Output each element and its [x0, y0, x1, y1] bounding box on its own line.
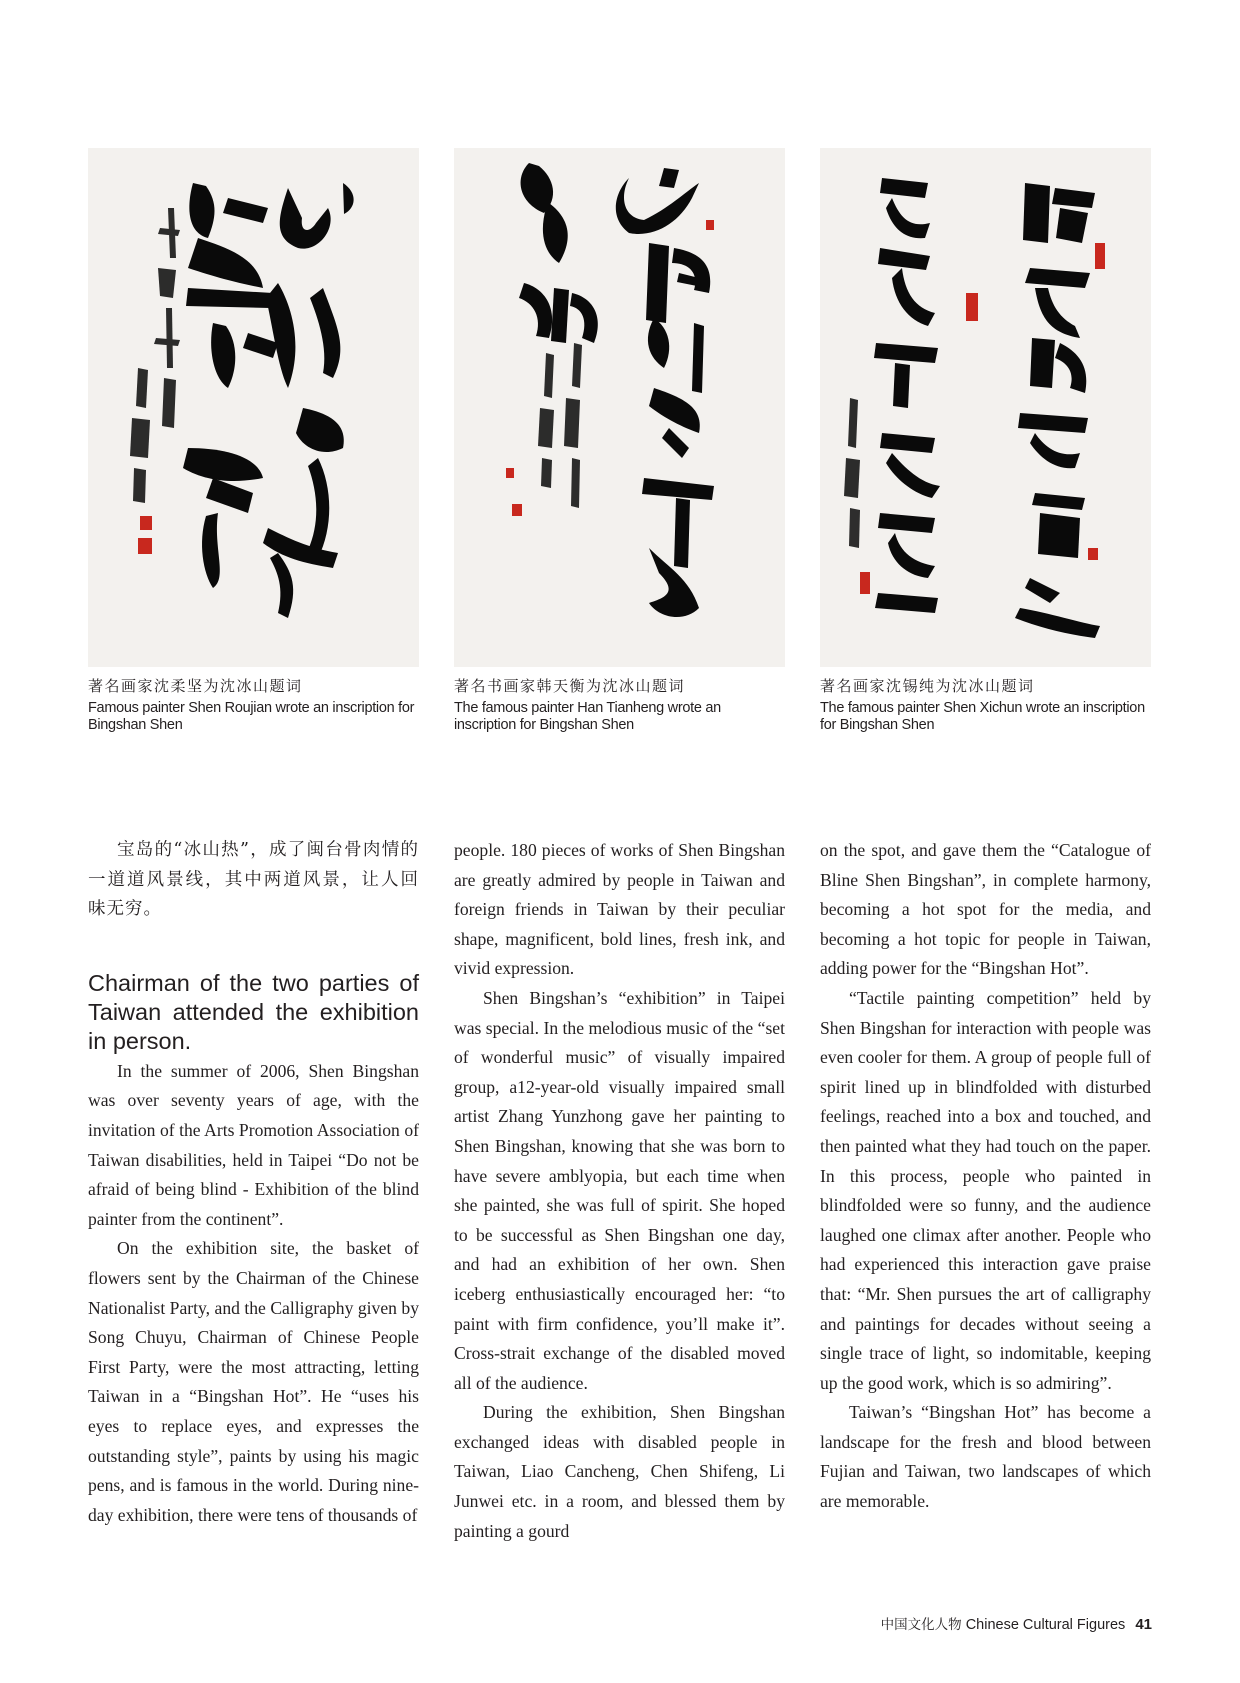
caption-english: The famous painter Han Tianheng wrote an inscription for Bingshan Shen	[454, 700, 721, 733]
paragraph: people. 180 pieces of works of Shen Bingshan are greatly admired by people in Taiwan and foreign friends in Taiwan by their peculiar shape, magnificent, bold lines, fresh ink, and vivid expression.	[454, 840, 785, 979]
intro-chinese: 宝岛的“冰山热”，成了闽台骨肉情的一道道风景线，其中两道风景，让人回味无穷。	[88, 840, 419, 920]
calligraphy-artwork-1	[88, 148, 419, 667]
calligraphy-image-1	[88, 148, 419, 667]
magazine-name-en: Chinese Cultural Figures	[965, 1617, 1126, 1633]
magazine-name-cn: 中国文化人物	[880, 1617, 962, 1633]
calligraphy-artwork-2	[454, 148, 785, 667]
calligraphy-artwork-3	[820, 148, 1151, 667]
paragraph: On the exhibition site, the basket of flowers sent by the Chairman of the Chinese Nationalist Party, and the Calligraphy given by Song Chuyu, Chairman of Chinese People First Party, were the most attracting, letting Taiwan in a “Bingshan Hot”. He “uses his eyes to replace eyes, and expresses the outstanding style”, paints by using his magic pens, and is famous in the world. During nine-day exhibition, there were tens of thousands of	[88, 1238, 419, 1525]
caption-english: The famous painter Shen Xichun wrote an inscription for Bingshan Shen	[820, 700, 1145, 733]
article-column-2	[454, 836, 785, 1546]
figure-shen-xichun	[820, 148, 1151, 734]
page-number: 41	[1135, 1616, 1152, 1633]
figure-shen-roujian	[88, 148, 419, 734]
article-column-3	[820, 836, 1151, 1517]
figure-han-tianheng	[454, 148, 785, 734]
paragraph: on the spot, and gave them the “Catalogue of Bline Shen Bingshan”, in complete harmony, becoming a hot spot for the media, and becoming a hot topic for people in Taiwan, adding power for the “Bingshan Hot”.	[820, 840, 1151, 979]
caption-chinese: 著名书画家韩天衡为沈冰山题词	[454, 677, 686, 695]
paragraph: Taiwan’s “Bingshan Hot” has become a landscape for the fresh and blood between Fujian and Taiwan, two landscapes of which are memorable.	[820, 1402, 1151, 1512]
caption-english: Famous painter Shen Roujian wrote an inscription for Bingshan Shen	[88, 700, 415, 733]
paragraph: During the exhibition, Shen Bingshan exchanged ideas with disabled people in Taiwan, Liao Cancheng, Chen Shifeng, Li Junwei etc. in a room, and blessed them by painting a gourd	[454, 1402, 785, 1541]
paragraph: “Tactile painting competition” held by Shen Bingshan for interaction with people was even cooler for them. A group of people full of spirit lined up in blindfolded with disturbed feelings, reached into a box and touched, and then painted what they had touch on the paper. In this process, people who painted in blindfolded were so funny, and the audience laughed one climax after another. People who had experienced this interaction gave praise that: “Mr. Shen pursues the art of calligraphy and paintings for decades without seeing a single trace of light, so indomitable, keeping up the good work, which is so admiring”.	[820, 987, 1151, 1393]
calligraphy-image-3	[820, 148, 1151, 667]
calligraphy-image-2	[454, 148, 785, 667]
page-footer	[881, 1613, 1152, 1633]
section-heading: Chairman of the two parties of Taiwan attended the exhibition in person.	[88, 969, 419, 1054]
article-column-1	[88, 836, 419, 1530]
paragraph: Shen Bingshan’s “exhibition” in Taipei was special. In the melodious music of the “set of wonderful music” of visually impaired group, a12-year-old visually impaired small artist Zhang Yunzhong gave her painting to Shen Bingshan, knowing that she was born to have severe amblyopia, but each time when she painted, she was full of spirit. She hoped to be successful as Shen Bingshan one day, and had an exhibition of her own. Shen iceberg enthusiastically encouraged her: “to paint with firm confidence, you’ll make it”. Cross-strait exchange of the disabled moved all of the audience.	[454, 987, 785, 1393]
paragraph: In the summer of 2006, Shen Bingshan was over seventy years of age, with the invitation of the Arts Promotion Association of Taiwan disabilities, held in Taipei “Do not be afraid of being blind - Exhibition of the blind painter from the continent”.	[88, 1060, 419, 1229]
caption-chinese: 著名画家沈柔坚为沈冰山题词	[88, 677, 303, 695]
caption-chinese: 著名画家沈锡纯为沈冰山题词	[820, 677, 1035, 695]
